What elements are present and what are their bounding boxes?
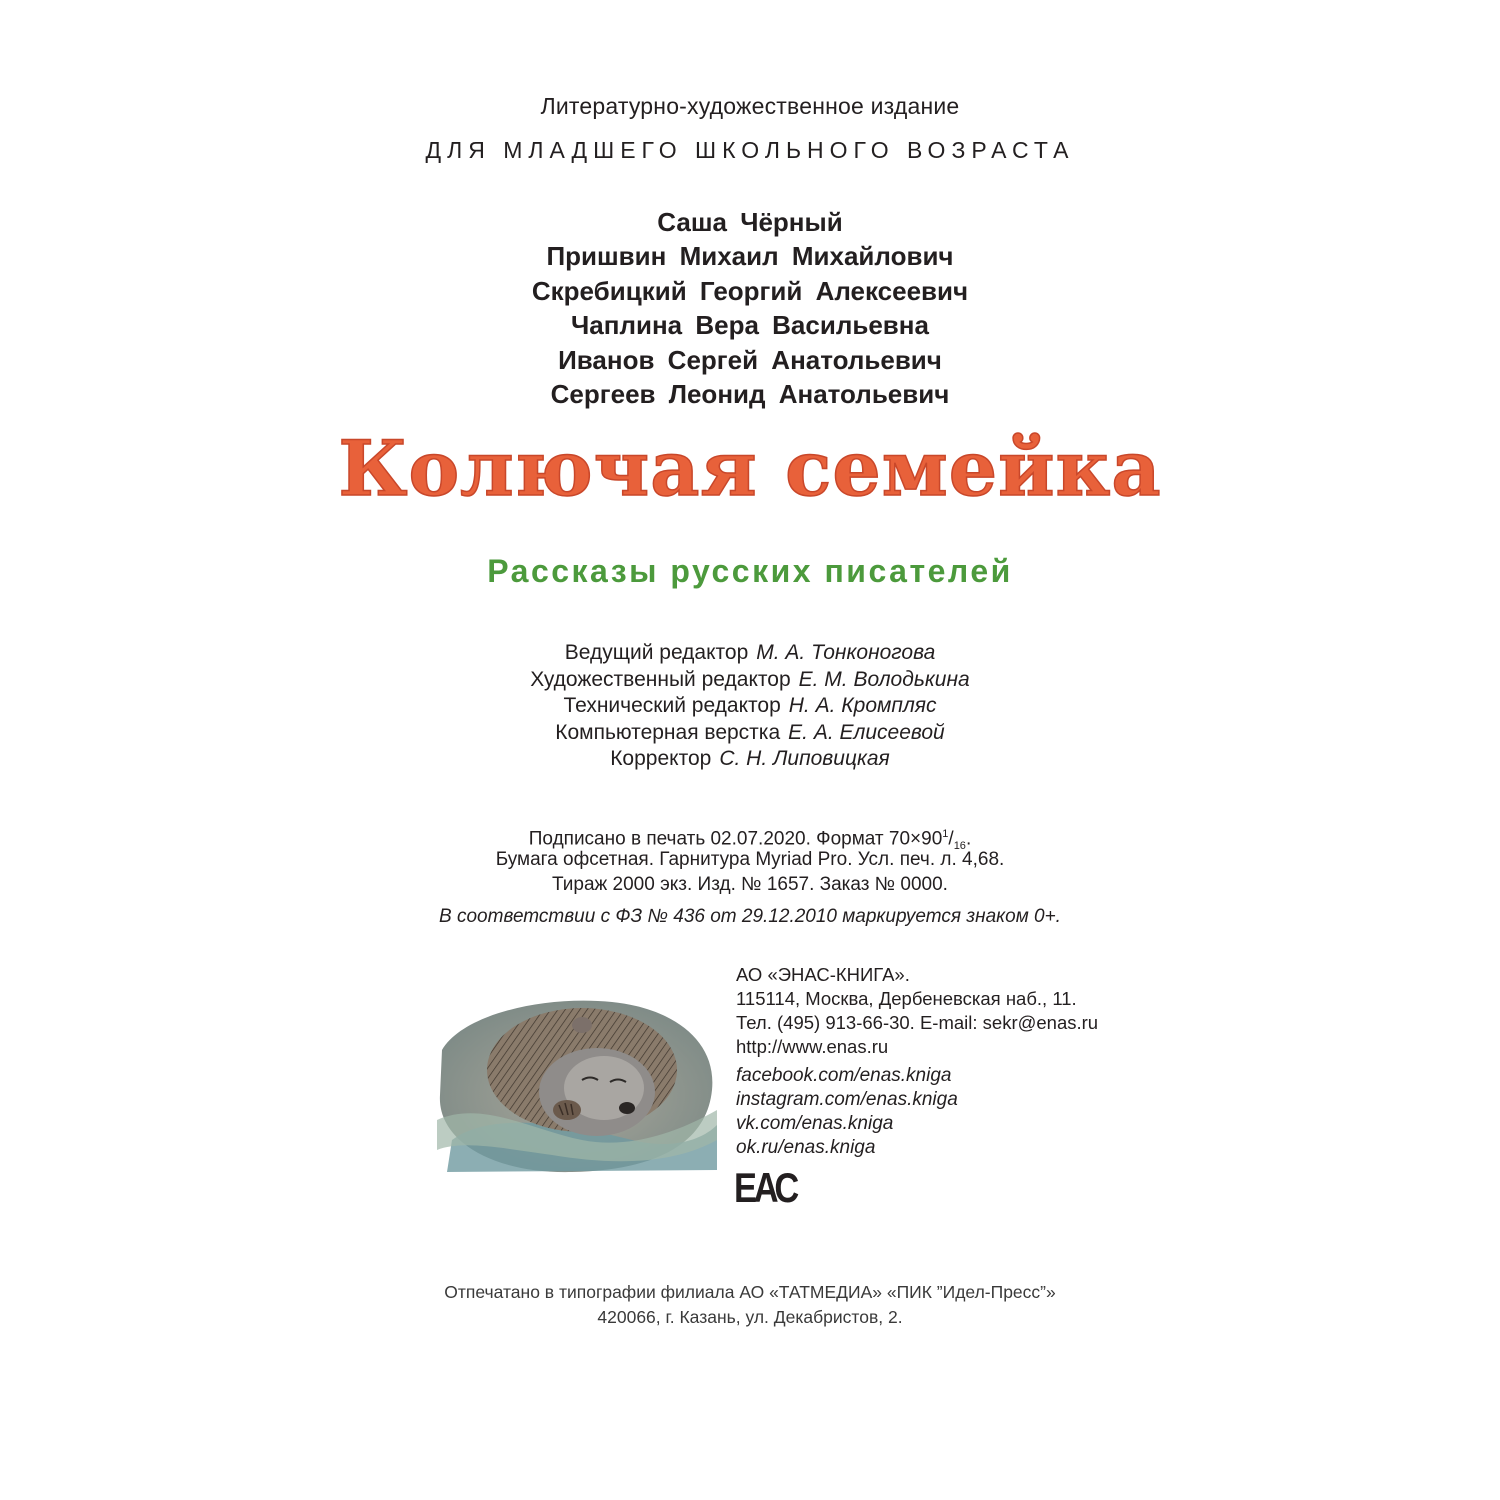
sleeping-hedgehog-illustration — [432, 990, 722, 1175]
staff-name: Н. А. Кромпляс — [788, 694, 937, 717]
staff-role: Художественный редактор — [530, 667, 791, 691]
staff-row — [0, 640, 1500, 667]
printer-info — [0, 1280, 1500, 1330]
staff-row — [0, 746, 1500, 773]
publisher-name: АО «ЭНАС-КНИГА». — [736, 964, 910, 985]
print-line: Подписано в печать 02.07.2020. Формат $70\times 90^1/_{16}$. — [528, 828, 972, 853]
author: Сергеев Леонид Анатольевич — [550, 378, 950, 409]
edition-type: Литературно-художественное издание — [540, 93, 960, 119]
social-link-vk[interactable]: vk.com/enas.kniga — [736, 1113, 894, 1134]
print-line: Тираж 2000 экз. Изд. № 1657. Заказ № 0000. — [552, 874, 948, 895]
print-line: Бумага офсетная. Гарнитура Myriad Pro. Усл. печ. л. 4,68. — [495, 849, 1005, 870]
printer-line: Отпечатано в типографии филиала АО «ТАТМЕДИА» «ПИК ”Идел-Пресс”» — [444, 1282, 1056, 1302]
author: Скребицкий Георгий Алексеевич — [531, 275, 969, 306]
audience-label: ДЛЯ МЛАДШЕГО ШКОЛЬНОГО ВОЗРАСТА — [425, 137, 1075, 163]
social-links — [736, 1064, 958, 1160]
author: Саша Чёрный — [657, 207, 843, 237]
publisher-info — [736, 963, 1098, 1059]
staff-row — [0, 693, 1500, 720]
staff-role: Компьютерная верстка — [555, 720, 781, 744]
staff-name: С. Н. Липовицкая — [719, 747, 890, 770]
staff-name: Е. М. Володькина — [798, 667, 970, 691]
social-link-ok[interactable]: ok.ru/enas.kniga — [736, 1137, 876, 1158]
staff-role: Корректор — [610, 747, 712, 770]
staff-row — [0, 667, 1500, 694]
author: Иванов Сергей Анатольевич — [558, 344, 942, 375]
author: Пришвин Михаил Михайлович — [546, 241, 954, 272]
staff-role: Технический редактор — [563, 694, 781, 717]
staff-name: М. А. Тонконогова — [756, 641, 936, 664]
print-info — [0, 822, 1500, 897]
author: Чаплина Вера Васильевна — [571, 310, 929, 341]
eac-mark-icon: ЕАС — [734, 1164, 797, 1211]
printer-address: 420066, г. Казань, ул. Декабристов, 2. — [597, 1307, 903, 1327]
book-title: Колючая семейка — [338, 424, 1162, 513]
law-notice: В соответствии с ФЗ № 436 от 29.12.2010 маркируется знаком 0+. — [439, 906, 1061, 927]
staff-role: Ведущий редактор — [564, 641, 749, 664]
publisher-website[interactable]: http://www.enas.ru — [736, 1036, 889, 1057]
authors-list — [0, 205, 1500, 411]
social-link-facebook[interactable]: facebook.com/enas.kniga — [736, 1065, 952, 1086]
publisher-address: 115114, Москва, Дербеневская наб., 11. — [736, 988, 1077, 1009]
staff-name: Е. А. Елисеевой — [788, 720, 945, 744]
staff-credits — [0, 640, 1500, 773]
book-subtitle: Рассказы русских писателей — [487, 553, 1013, 589]
staff-row — [0, 720, 1500, 747]
social-link-instagram[interactable]: instagram.com/enas.kniga — [736, 1089, 958, 1110]
publisher-contacts: Тел. (495) 913-66-30. E-mail: sekr@enas.ru — [736, 1012, 1099, 1033]
